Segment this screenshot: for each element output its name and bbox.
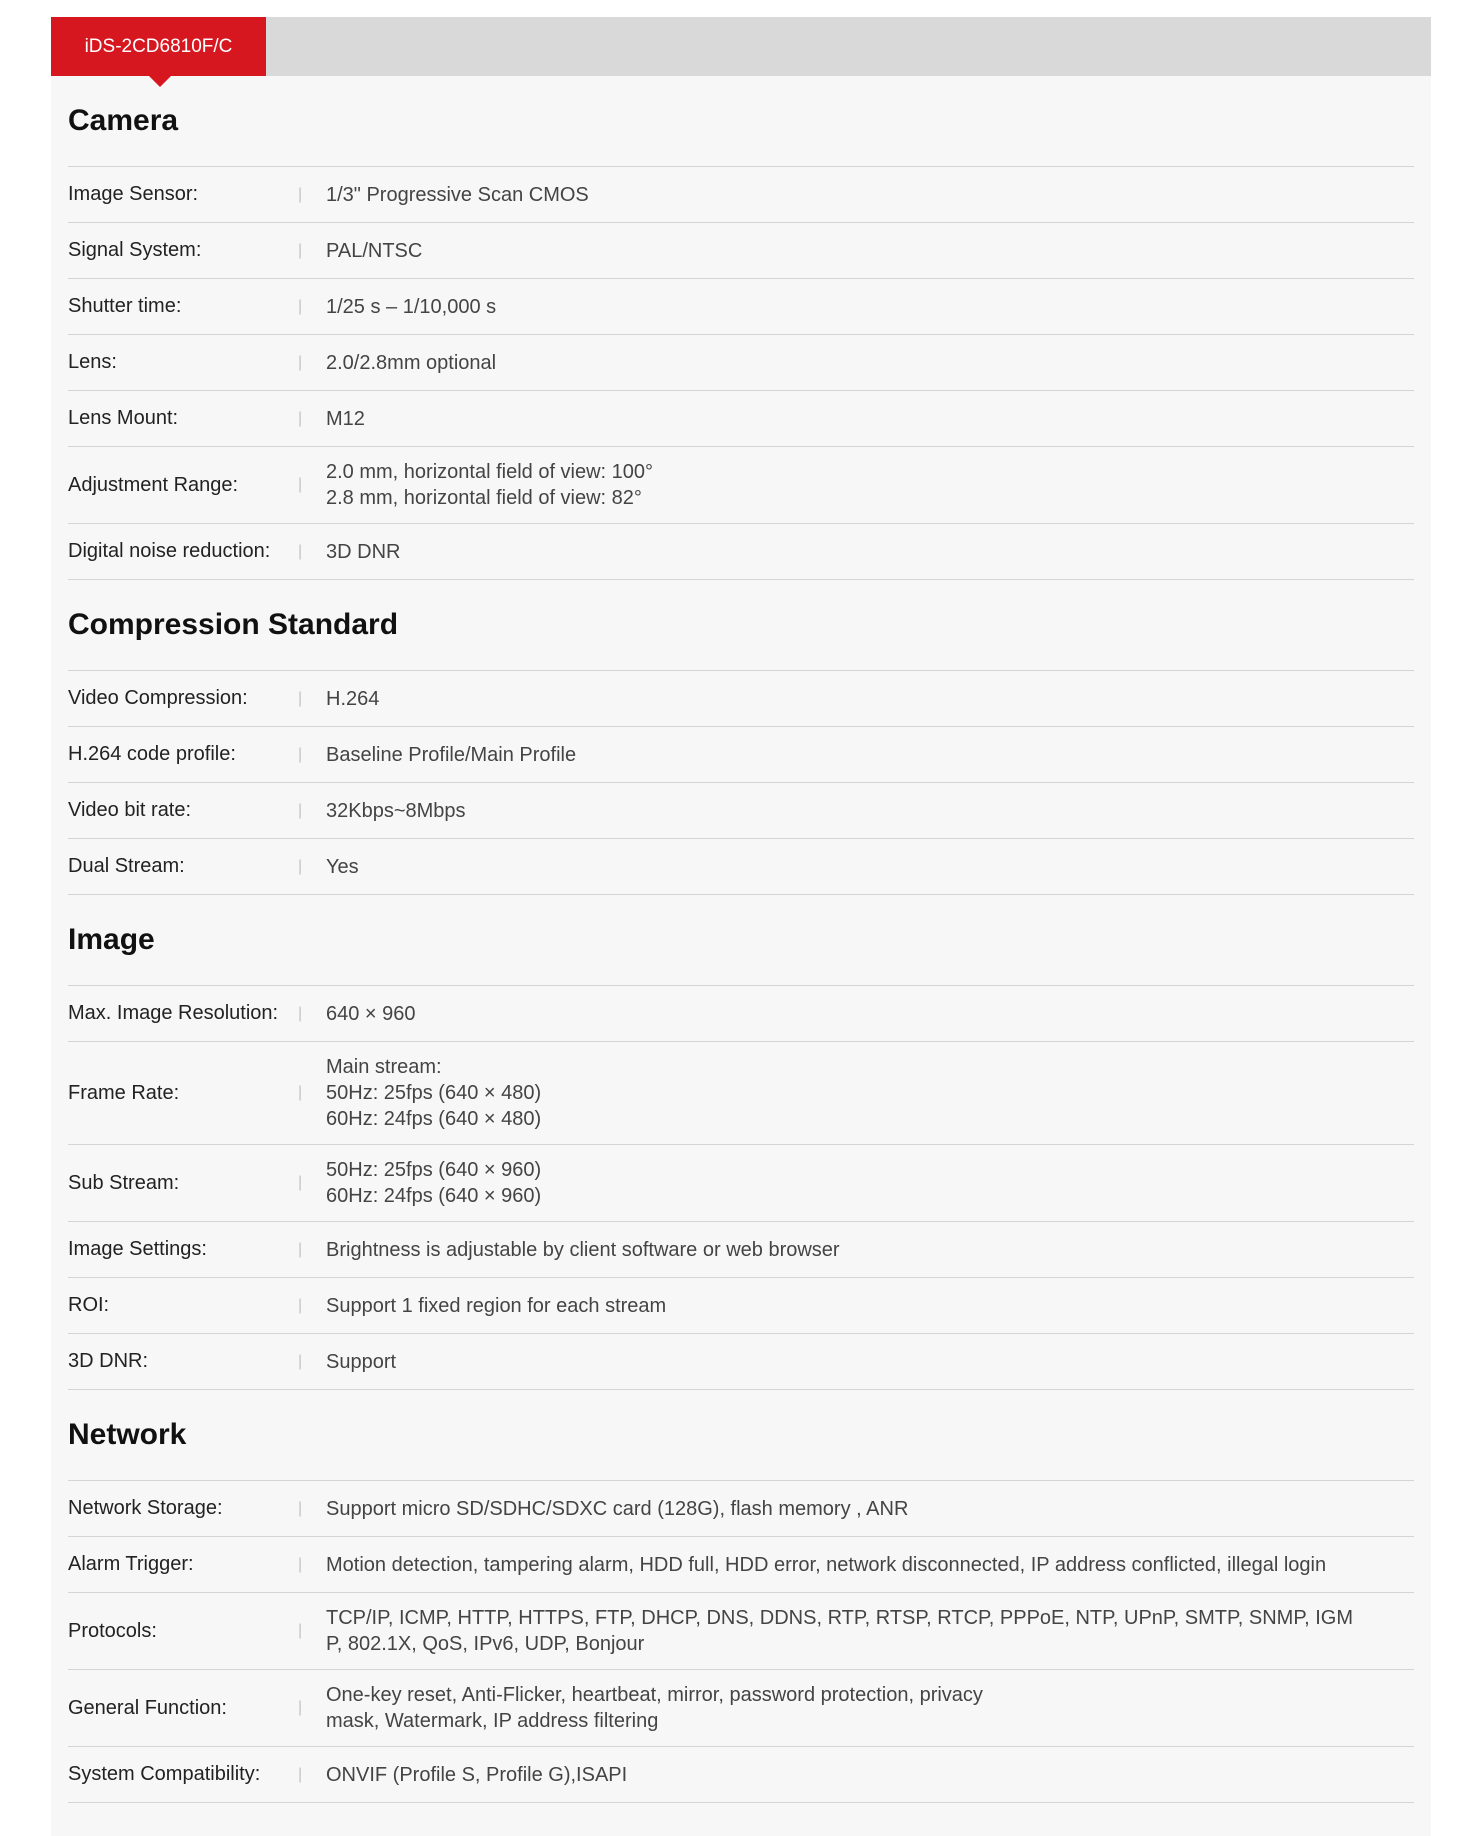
spec-separator: | bbox=[298, 297, 303, 315]
spec-value-line: mask, Watermark, IP address filtering bbox=[326, 1710, 659, 1732]
spec-label: Dual Stream: bbox=[68, 855, 185, 877]
spec-value bbox=[326, 1552, 1414, 1578]
spec-value-line: 50Hz: 25fps (640 × 960) bbox=[326, 1159, 542, 1181]
spec-separator: | bbox=[298, 745, 303, 763]
spec-value-line: PAL/NTSC bbox=[326, 239, 423, 262]
spec-row bbox=[68, 671, 1414, 727]
spec-value bbox=[326, 1682, 1414, 1734]
spec-value-line: 2.0 mm, horizontal field of view: 100° bbox=[326, 461, 654, 483]
spec-separator: | bbox=[298, 1240, 303, 1258]
spec-panel bbox=[51, 17, 1431, 1836]
spec-separator: | bbox=[298, 1499, 303, 1517]
spec-label: Signal System: bbox=[68, 239, 202, 261]
spec-separator: | bbox=[298, 1352, 303, 1370]
spec-separator: | bbox=[298, 801, 303, 819]
spec-label: ROI: bbox=[68, 1294, 110, 1316]
spec-value-line: Yes bbox=[326, 855, 359, 878]
spec-row bbox=[68, 1334, 1414, 1390]
spec-row bbox=[68, 839, 1414, 895]
spec-label: System Compatibility: bbox=[68, 1763, 261, 1785]
tab-model[interactable]: iDS-2CD6810F/C bbox=[51, 17, 266, 76]
spec-value-line: M12 bbox=[326, 407, 365, 430]
spec-row bbox=[68, 279, 1414, 335]
spec-row bbox=[68, 524, 1414, 580]
spec-label: 3D DNR: bbox=[68, 1350, 149, 1372]
spec-separator: | bbox=[298, 542, 303, 560]
spec-value bbox=[326, 182, 1414, 208]
spec-value bbox=[326, 686, 1414, 712]
spec-value bbox=[326, 1237, 1414, 1263]
spec-value-line: One-key reset, Anti-Flicker, heartbeat, mirror, password protection, privacy bbox=[326, 1684, 983, 1706]
spec-row bbox=[68, 1222, 1414, 1278]
spec-separator: | bbox=[298, 1174, 303, 1191]
tab-bar bbox=[51, 17, 1431, 76]
spec-value-line: Motion detection, tampering alarm, HDD full, HDD error, network disconnected, IP address conflicted, illegal login bbox=[326, 1553, 1327, 1576]
spec-value-line: Main stream: bbox=[326, 1056, 442, 1078]
spec-label: Lens: bbox=[68, 351, 117, 373]
spec-value bbox=[326, 1293, 1414, 1319]
spec-label: Sub Stream: bbox=[68, 1171, 180, 1194]
spec-value-line: 640 × 960 bbox=[326, 1002, 416, 1025]
spec-separator: | bbox=[298, 241, 303, 259]
spec-separator: | bbox=[298, 1555, 303, 1573]
spec-row bbox=[68, 335, 1414, 391]
spec-separator: | bbox=[298, 1622, 303, 1639]
spec-label: Shutter time: bbox=[68, 295, 182, 317]
spec-value-line: 32Kbps~8Mbps bbox=[326, 799, 466, 822]
spec-value bbox=[326, 238, 1414, 264]
section-title: Image bbox=[68, 895, 1414, 986]
spec-value bbox=[326, 1157, 1414, 1209]
spec-row bbox=[68, 223, 1414, 279]
spec-content bbox=[68, 76, 1414, 1803]
spec-row bbox=[68, 783, 1414, 839]
spec-label: Image Settings: bbox=[68, 1238, 207, 1260]
spec-value bbox=[326, 539, 1414, 565]
spec-label: Lens Mount: bbox=[68, 407, 179, 429]
spec-value bbox=[326, 1054, 1414, 1132]
spec-value-line: Brightness is adjustable by client software or web browser bbox=[326, 1238, 840, 1261]
spec-value-line: 2.8 mm, horizontal field of view: 82° bbox=[326, 487, 642, 509]
spec-separator: | bbox=[298, 1765, 303, 1783]
spec-row bbox=[68, 1481, 1414, 1537]
spec-row bbox=[68, 391, 1414, 447]
spec-value bbox=[326, 1349, 1414, 1375]
spec-label: Frame Rate: bbox=[68, 1081, 180, 1104]
spec-value-line: TCP/IP, ICMP, HTTP, HTTPS, FTP, DHCP, DNS, DDNS, RTP, RTSP, RTCP, PPPoE, NTP, UPnP, SMTP, SNMP, IGM bbox=[326, 1607, 1353, 1629]
spec-separator: | bbox=[298, 1296, 303, 1314]
spec-label: Max. Image Resolution: bbox=[68, 1002, 279, 1024]
spec-value-line: 60Hz: 24fps (640 × 480) bbox=[326, 1108, 542, 1130]
spec-separator: | bbox=[298, 1004, 303, 1022]
spec-value bbox=[326, 294, 1414, 320]
spec-label: Adjustment Range: bbox=[68, 473, 239, 496]
spec-row bbox=[68, 986, 1414, 1042]
section-title: Camera bbox=[68, 76, 1414, 167]
spec-row bbox=[68, 167, 1414, 223]
spec-row bbox=[68, 727, 1414, 783]
spec-value-line: H.264 bbox=[326, 687, 380, 710]
spec-value-line: Support bbox=[326, 1350, 397, 1373]
spec-value bbox=[326, 350, 1414, 376]
spec-row bbox=[68, 1042, 1414, 1145]
spec-separator: | bbox=[298, 689, 303, 707]
spec-label: Digital noise reduction: bbox=[68, 540, 271, 562]
spec-value bbox=[326, 1001, 1414, 1027]
spec-value-line: 2.0/2.8mm optional bbox=[326, 351, 497, 374]
spec-value-line: Baseline Profile/Main Profile bbox=[326, 743, 577, 766]
spec-value bbox=[326, 1762, 1414, 1788]
spec-row bbox=[68, 1747, 1414, 1803]
spec-label: Video bit rate: bbox=[68, 799, 192, 821]
spec-value-line: 1/25 s – 1/10,000 s bbox=[326, 295, 497, 318]
spec-label: Alarm Trigger: bbox=[68, 1553, 194, 1575]
spec-value bbox=[326, 854, 1414, 880]
spec-label: Network Storage: bbox=[68, 1497, 223, 1519]
spec-value bbox=[326, 406, 1414, 432]
spec-value-line: 1/3" Progressive Scan CMOS bbox=[326, 183, 589, 206]
spec-value bbox=[326, 459, 1414, 511]
spec-label: Protocols: bbox=[68, 1619, 157, 1642]
spec-value bbox=[326, 1605, 1414, 1657]
spec-value-line: ONVIF (Profile S, Profile G),ISAPI bbox=[326, 1763, 628, 1786]
spec-row bbox=[68, 1537, 1414, 1593]
spec-label: Video Compression: bbox=[68, 687, 248, 709]
spec-value-line: 60Hz: 24fps (640 × 960) bbox=[326, 1185, 542, 1207]
spec-label: Image Sensor: bbox=[68, 183, 199, 205]
spec-separator: | bbox=[298, 1084, 303, 1101]
spec-row bbox=[68, 1670, 1414, 1747]
spec-value-line: 50Hz: 25fps (640 × 480) bbox=[326, 1082, 542, 1104]
section-title: Network bbox=[68, 1390, 1414, 1481]
spec-label: General Function: bbox=[68, 1696, 227, 1719]
spec-separator: | bbox=[298, 857, 303, 875]
spec-label: H.264 code profile: bbox=[68, 743, 236, 765]
spec-value-line: 3D DNR bbox=[326, 540, 401, 563]
spec-value-line: Support 1 fixed region for each stream bbox=[326, 1294, 667, 1317]
spec-separator: | bbox=[298, 409, 303, 427]
spec-value bbox=[326, 798, 1414, 824]
spec-separator: | bbox=[298, 476, 303, 493]
spec-value-line: P, 802.1X, QoS, IPv6, UDP, Bonjour bbox=[326, 1633, 645, 1655]
spec-row bbox=[68, 1278, 1414, 1334]
spec-separator: | bbox=[298, 353, 303, 371]
spec-separator: | bbox=[298, 185, 303, 203]
spec-row bbox=[68, 1145, 1414, 1222]
spec-row bbox=[68, 447, 1414, 524]
spec-separator: | bbox=[298, 1699, 303, 1716]
spec-value bbox=[326, 1496, 1414, 1522]
spec-value bbox=[326, 742, 1414, 768]
spec-row bbox=[68, 1593, 1414, 1670]
section-title: Compression Standard bbox=[68, 580, 1414, 671]
spec-value-line: Support micro SD/SDHC/SDXC card (128G), flash memory , ANR bbox=[326, 1497, 909, 1520]
